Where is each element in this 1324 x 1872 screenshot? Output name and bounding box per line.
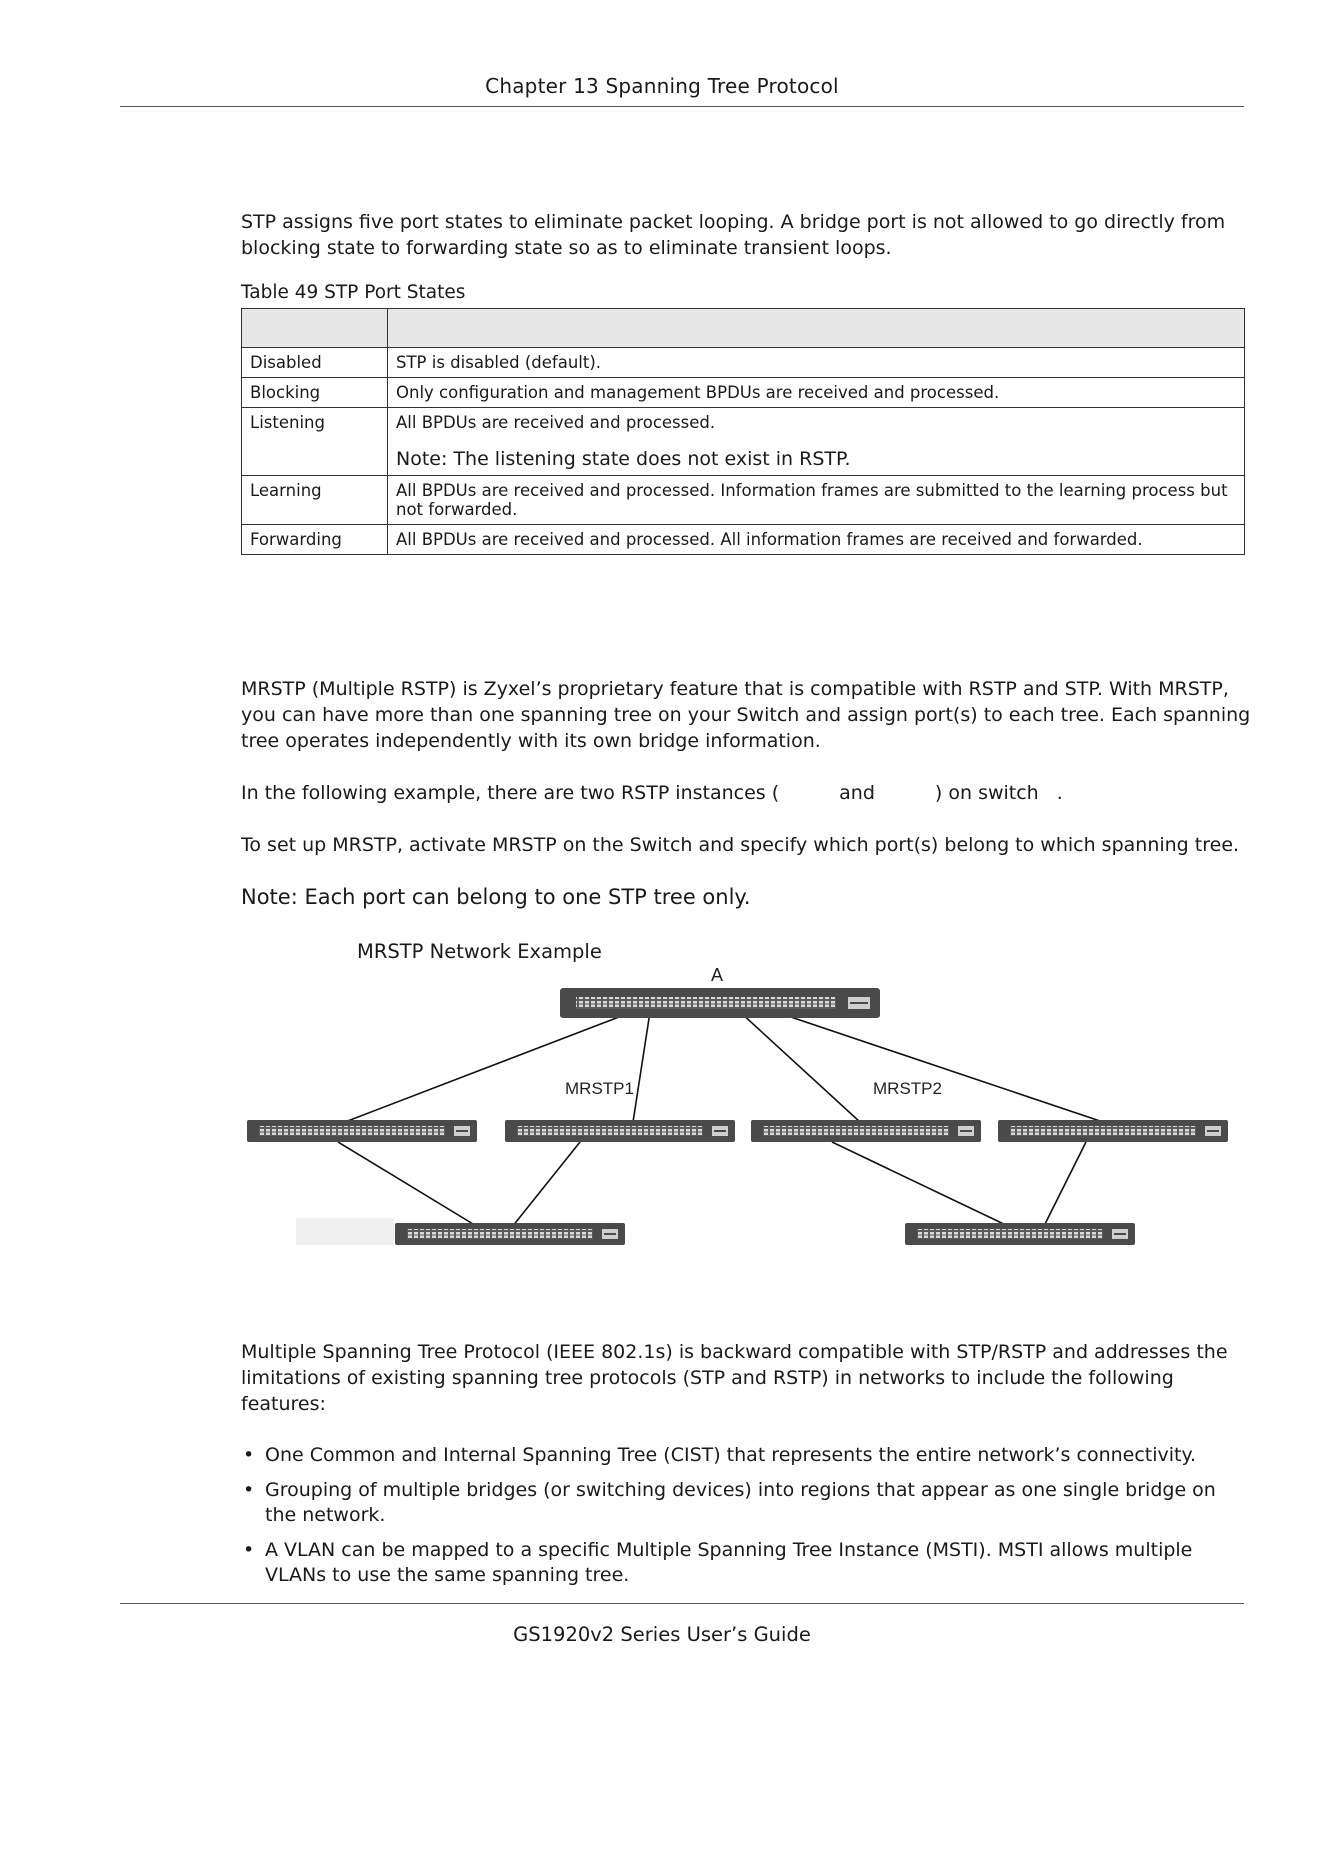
table-header-cell	[388, 309, 1245, 348]
stp-port-states-table	[241, 308, 1245, 555]
description-cell: STP is disabled (default).	[388, 348, 1245, 378]
switch-a-label: A	[710, 965, 724, 985]
table-row	[242, 476, 1245, 525]
example-text-a: In the following example, there are two RSTP instances (	[241, 782, 780, 804]
port-state-cell: Listening	[242, 408, 388, 476]
switch-a	[560, 988, 880, 1018]
mrstp-paragraph: MRSTP (Multiple RSTP) is Zyxel’s proprietary feature that is compatible with RSTP and STP. With MRSTP, you can have more than one spanning tree on your Switch and assign port(s) to each tree. Each spanning tree operates independently with its own bridge information.	[241, 678, 1251, 752]
switch-icon	[905, 1223, 1135, 1245]
list-item: • Grouping of multiple bridges (or switching devices) into regions that appear as one single bridge on the network.	[241, 1478, 1251, 1528]
switch-icon	[751, 1120, 981, 1142]
header-rule	[120, 106, 1244, 107]
switch-icon	[505, 1120, 735, 1142]
table-row	[242, 525, 1245, 555]
example-text-d: .	[1056, 782, 1063, 804]
description-cell: Only configuration and management BPDUs are received and processed.	[388, 378, 1245, 408]
footer-rule	[120, 1603, 1244, 1604]
mrstp2-label: MRSTP2	[873, 1079, 942, 1098]
list-item: • One Common and Internal Spanning Tree (CIST) that represents the entire network’s connectivity.	[241, 1443, 1251, 1468]
mrstp-note: Note: Each port can belong to one STP tree only.	[241, 885, 751, 909]
guide-footer: GS1920v2 Series User’s Guide	[513, 1623, 811, 1646]
switch-icon	[247, 1120, 477, 1142]
mrstp-network-diagram	[230, 960, 1250, 1260]
link-lines	[338, 1012, 1103, 1227]
chapter-header: Chapter 13 Spanning Tree Protocol	[485, 74, 839, 98]
description-cell	[388, 408, 1245, 476]
table-row	[242, 378, 1245, 408]
list-item: • A VLAN can be mapped to a specific Multiple Spanning Tree Instance (MSTI). MSTI allows multiple VLANs to use the same spanning tree.	[241, 1538, 1251, 1588]
faded-label-box	[296, 1218, 394, 1245]
table-header-cell	[242, 309, 388, 348]
example-text-c: ) on switch	[934, 782, 1039, 804]
diagram-title: MRSTP Network Example	[357, 940, 602, 963]
port-state-cell: Blocking	[242, 378, 388, 408]
port-state-cell: Forwarding	[242, 525, 388, 555]
mstp-feature-list	[241, 1443, 1251, 1598]
switch-icon	[395, 1223, 625, 1245]
port-state-cell: Learning	[242, 476, 388, 525]
listening-note: Note: The listening state does not exist in RSTP.	[396, 448, 851, 470]
table-row	[242, 348, 1245, 378]
table-header-row	[242, 309, 1245, 348]
description-text: All BPDUs are received and processed.	[396, 413, 716, 432]
switch-icon	[998, 1120, 1228, 1142]
example-sentence	[241, 780, 1251, 806]
example-text-b: and	[839, 782, 875, 804]
mrstp-setup-paragraph: To set up MRSTP, activate MRSTP on the Switch and specify which port(s) belong to which spanning tree.	[241, 834, 1240, 856]
intro-paragraph: STP assigns five port states to eliminate packet looping. A bridge port is not allowed to go directly from blocking state to forwarding state so as to eliminate transient loops.	[241, 211, 1226, 259]
table-caption: Table 49 STP Port States	[241, 282, 466, 303]
port-state-cell: Disabled	[242, 348, 388, 378]
mstp-paragraph: Multiple Spanning Tree Protocol (IEEE 802.1s) is backward compatible with STP/RSTP and addresses the limitations of existing spanning tree protocols (STP and RSTP) in networks to include the following features:	[241, 1341, 1228, 1415]
description-cell: All BPDUs are received and processed. Information frames are submitted to the learning process but not forwarded.	[388, 476, 1245, 525]
mrstp1-label: MRSTP1	[565, 1079, 634, 1098]
description-cell: All BPDUs are received and processed. All information frames are received and forwarded.	[388, 525, 1245, 555]
table-row	[242, 408, 1245, 476]
